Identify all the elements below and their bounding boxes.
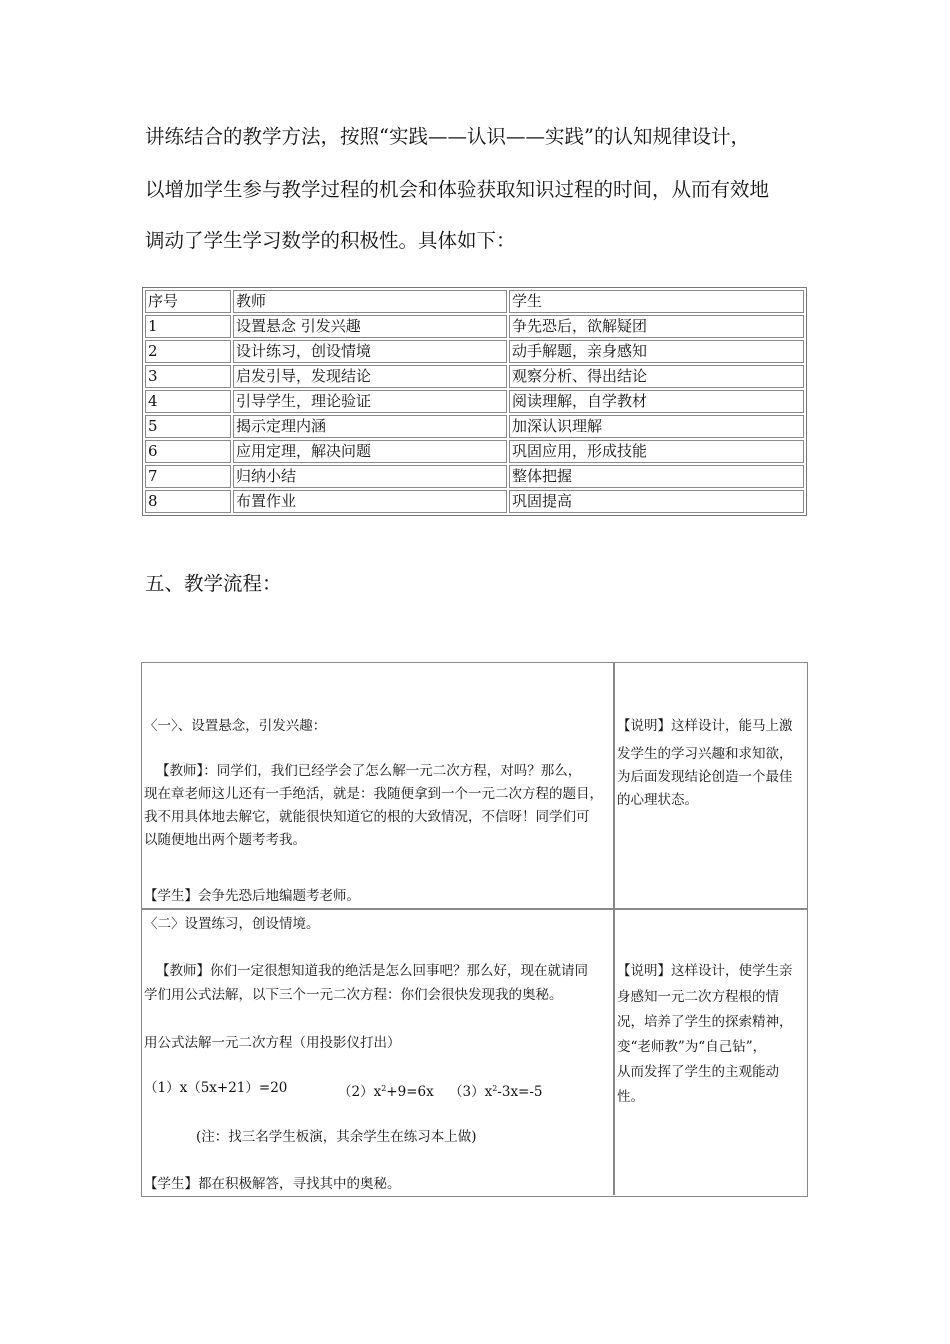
note-text: 身感知一元二次方程根的情	[617, 989, 779, 1005]
teacher-text: 我不用具体地去解它，就能很快知道它的根的大致情况，不信呀！同学们可	[144, 809, 590, 825]
table-row	[145, 490, 804, 513]
cell-student: 观察分析、得出结论	[509, 365, 804, 388]
note-text: 【说明】这样设计，使学生亲	[617, 963, 793, 979]
header-teacher: 教师	[233, 290, 507, 313]
intro-line-2: 以增加学生参与教学过程的机会和体验获取知识过程的时间，从而有效地	[145, 178, 770, 201]
teacher-text: 现在章老师这儿还有一手绝活，就是：我随便拿到一个一元二次方程的题目，	[144, 786, 603, 802]
table-row	[145, 415, 804, 438]
flow-row-2-content	[142, 910, 615, 1195]
teacher-text: 以随便地出两个题考考我。	[144, 832, 306, 848]
cell-teacher: 应用定理，解决问题	[233, 440, 507, 463]
flow-row-1-content	[142, 663, 615, 908]
teacher-text: 学们用公式法解，以下三个一元二次方程：你们会很快发现我的奥秘。	[144, 987, 563, 1003]
teacher-text: 【教师】你们一定很想知道我的绝活是怎么回事吧？那么好，现在就请同	[156, 963, 588, 979]
cell-student: 巩固提高	[509, 490, 804, 513]
table-row	[145, 340, 804, 363]
header-student: 学生	[509, 290, 804, 313]
note-text: 发学生的学习兴趣和求知欲，	[617, 746, 793, 762]
cell-student: 动手解题，亲身感知	[509, 340, 804, 363]
cell-student: 加深认识理解	[509, 415, 804, 438]
note-text: 的心理状态。	[617, 792, 698, 808]
note-text: 性。	[617, 1089, 644, 1105]
equation-1: （1）x（5x+21）=20	[144, 1080, 288, 1096]
intro-line-3: 调动了学生学习数学的积极性。具体如下：	[145, 229, 516, 252]
table-row	[145, 440, 804, 463]
note-text: 为后面发现结论创造一个最佳	[617, 769, 793, 785]
flow-row-1	[142, 663, 807, 910]
cell-teacher: 引导学生，理论验证	[233, 390, 507, 413]
method-text: 用公式法解一元二次方程（用投影仪打出）	[144, 1035, 401, 1051]
note-text: 变“老师教”为“自己钻”，	[617, 1039, 767, 1055]
cell-index: 6	[145, 440, 231, 463]
table-row	[145, 390, 804, 413]
cell-index: 3	[145, 365, 231, 388]
flow-row-2	[142, 910, 807, 1195]
cell-teacher: 启发引导，发现结论	[233, 365, 507, 388]
teacher-text: 【教师】：同学们，我们已经学会了怎么解一元二次方程，对吗？那么，	[156, 763, 582, 779]
cell-student: 阅读理解，自学教材	[509, 390, 804, 413]
cell-index: 2	[145, 340, 231, 363]
cell-teacher: 布置作业	[233, 490, 507, 513]
cell-teacher: 揭示定理内涵	[233, 415, 507, 438]
note-text: 况，培养了学生的探索精神，	[617, 1014, 793, 1030]
flow-row-1-note	[615, 663, 807, 908]
teaching-method-table	[142, 287, 807, 516]
intro-line-1: 讲练结合的教学方法，按照“实践——认识——实践”的认知规律设计，	[145, 125, 750, 148]
note-text: 【说明】这样设计，能马上激	[617, 718, 793, 734]
table-header-row	[145, 290, 804, 313]
cell-teacher: 归纳小结	[233, 465, 507, 488]
table-row	[145, 465, 804, 488]
cell-index: 1	[145, 315, 231, 338]
cell-index: 4	[145, 390, 231, 413]
table-row	[145, 365, 804, 388]
equation-2: $(2)x^2+9=6x$	[338, 1084, 434, 1100]
step-title: 〈一〉、设置悬念，引发兴趣：	[144, 718, 327, 734]
flow-row-2-note	[615, 910, 807, 1195]
student-text: 【学生】都在积极解答，寻找其中的奥秘。	[144, 1176, 401, 1192]
cell-index: 7	[145, 465, 231, 488]
table-row	[145, 315, 804, 338]
cell-student: 巩固应用，形成技能	[509, 440, 804, 463]
remark-text: (注：找三名学生板演，其余学生在练习本上做)	[196, 1129, 477, 1145]
section-heading: 五、教学流程：	[145, 572, 282, 595]
cell-teacher: 设计练习，创设情境	[233, 340, 507, 363]
cell-teacher: 设置悬念 引发兴趣	[233, 315, 507, 338]
cell-student: 整体把握	[509, 465, 804, 488]
note-text: 从而发挥了学生的主观能动	[617, 1064, 779, 1080]
equation-3: $(3)x^2-3x=-5$	[449, 1084, 543, 1100]
cell-index: 5	[145, 415, 231, 438]
cell-index: 8	[145, 490, 231, 513]
header-index: 序号	[145, 290, 231, 313]
student-text: 【学生】会争先恐后地编题考老师。	[144, 888, 360, 904]
step-title: 〈二〉设置练习，创设情境。	[144, 916, 320, 932]
cell-student: 争先恐后，欲解疑团	[509, 315, 804, 338]
teaching-flow-table	[141, 662, 808, 1197]
